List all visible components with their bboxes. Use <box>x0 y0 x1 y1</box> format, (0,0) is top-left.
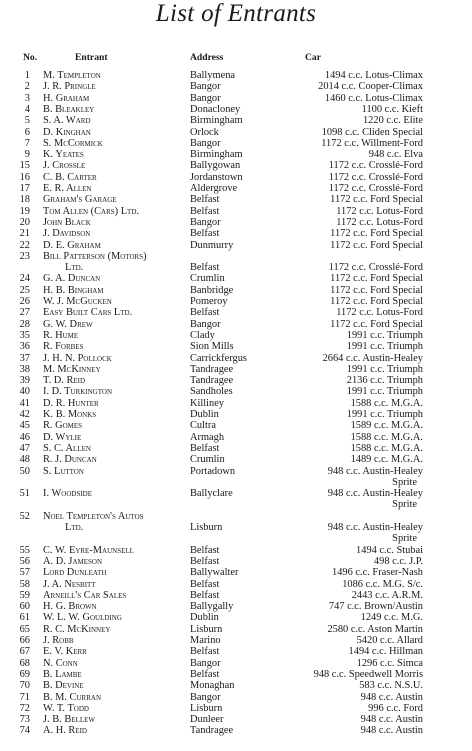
entry-number: 47 <box>19 442 30 454</box>
table-row <box>0 240 472 251</box>
table-row <box>0 206 472 217</box>
table-row <box>0 127 472 138</box>
address: Belfast <box>190 668 220 680</box>
address: Belfast <box>190 578 220 590</box>
car: 948 c.c. Austin <box>360 714 423 726</box>
address: Belfast <box>190 442 220 454</box>
car: 948 c.c. Speedwell Morris <box>313 668 423 680</box>
table-row <box>0 93 472 104</box>
table-row <box>0 375 472 386</box>
car: 583 c.c. N.S.U. <box>359 680 423 692</box>
entry-number: 41 <box>19 397 30 409</box>
car: 1172 c.c. Crosslé-Ford <box>328 160 423 172</box>
entrant-name: Tom Allen (Cars) Ltd. <box>43 205 139 217</box>
car: 1172 c.c. Ford Special <box>330 194 423 206</box>
entry-number: 57 <box>19 567 30 579</box>
table-row <box>0 443 472 454</box>
table-row <box>0 590 472 601</box>
entry-number: 69 <box>19 668 30 680</box>
car: 1172 c.c. Crosslé-Ford <box>328 171 423 183</box>
entry-number: 55 <box>19 544 30 556</box>
address: Carrickfergus <box>190 352 247 364</box>
car: 2443 c.c. A.R.M. <box>351 589 423 601</box>
entry-number: 35 <box>19 329 30 341</box>
car: 1086 c.c. M.G. S/c. <box>342 578 423 590</box>
car: 948 c.c. Austin-Healey <box>327 521 423 533</box>
table-row <box>0 398 472 409</box>
entry-number: 26 <box>19 296 30 307</box>
entry-number: 65 <box>19 623 30 635</box>
address: Monaghan <box>190 680 235 692</box>
entrant-name: J. Crossle <box>43 160 86 172</box>
entry-number: 72 <box>19 702 30 714</box>
address: Sion Mills <box>190 341 234 353</box>
address: Belfast <box>190 194 220 206</box>
entrant-name: B. M. Curran <box>43 691 101 703</box>
address: Bangor <box>190 216 221 228</box>
table-row <box>0 703 472 714</box>
address: Dunmurry <box>190 239 234 251</box>
entry-number: 1 <box>24 70 30 81</box>
entrant-name: H. B. Bingham <box>43 284 104 296</box>
table-row <box>0 725 472 736</box>
entry-number: 68 <box>19 657 30 669</box>
page-title: List of Entrants <box>155 0 317 27</box>
entry-number: 2 <box>24 81 30 93</box>
table-row <box>0 612 472 623</box>
entry-number: 7 <box>24 137 30 149</box>
car: 1489 c.c. M.G.A. <box>350 454 423 466</box>
car: 1494 c.c. Stubai <box>356 544 423 556</box>
entry-number: 51 <box>19 488 30 500</box>
entry-number: 36 <box>19 341 30 353</box>
table-row <box>0 510 472 545</box>
entry-number: 58 <box>19 578 30 590</box>
entrant-name: D. R. Hunter <box>43 397 99 409</box>
table-row <box>0 138 472 149</box>
car: 2136 c.c. Triumph <box>346 375 423 387</box>
entrant-name: Bill Patterson (Motors) <box>43 250 147 262</box>
entry-number: 15 <box>19 160 30 172</box>
entrant-name: R. C. McKinney <box>43 623 111 635</box>
entrant-name: C. B. Carter <box>43 171 97 183</box>
header-entrant: Entrant <box>75 52 108 63</box>
address: Tandragee <box>190 725 234 737</box>
entrant-name: C. W. Eyre-Maunsell <box>43 544 134 556</box>
car: 1991 c.c. Triumph <box>346 363 423 375</box>
table-row <box>0 669 472 680</box>
car-continued: Sprite <box>392 499 417 511</box>
header-car: Car <box>305 52 321 63</box>
address: Ballygowan <box>190 160 241 172</box>
entrant-name: R. Gomes <box>43 420 83 432</box>
table-row <box>0 307 472 318</box>
table-row <box>0 251 472 274</box>
table-row <box>0 420 472 431</box>
address: Belfast <box>190 205 220 217</box>
table-row <box>0 217 472 228</box>
address: Ballygally <box>190 601 234 613</box>
entrant-name: S. C. Allen <box>43 442 91 454</box>
car: 1589 c.c. M.G.A. <box>350 420 423 432</box>
address: Belfast <box>190 555 220 567</box>
table-row <box>0 160 472 171</box>
address: Belfast <box>190 646 220 658</box>
entrant-name: Easy Built Cars Ltd. <box>43 307 133 319</box>
car: 5420 c.c. Allard <box>356 635 423 646</box>
entrant-name: A. D. Jameson <box>43 555 103 567</box>
car: 948 c.c. Austin <box>360 691 423 703</box>
table-row <box>0 601 472 612</box>
entrant-name: M. McKinney <box>43 363 101 375</box>
entry-number: 6 <box>24 126 30 138</box>
car: 1172 c.c. Ford Special <box>330 273 423 285</box>
address: Jordanstown <box>190 171 243 183</box>
car: 1991 c.c. Triumph <box>346 386 423 398</box>
table-row <box>0 81 472 92</box>
table-row <box>0 714 472 725</box>
car: 1296 c.c. Simca <box>356 657 423 669</box>
entrant-name: R. Hume <box>43 329 79 341</box>
entrant-name: K. Yeates <box>43 149 84 161</box>
entry-number: 18 <box>19 194 30 206</box>
address: Belfast <box>190 228 220 240</box>
header-address: Address <box>190 52 224 63</box>
table-row <box>0 115 472 126</box>
entrant-name: S. Lutton <box>43 465 84 477</box>
entrant-name: W. J. McGucken <box>43 296 112 307</box>
table-row <box>0 341 472 352</box>
entrant-name: J. H. N. Pollock <box>43 352 112 364</box>
entrant-name: E. V. Kerr <box>43 646 87 658</box>
car: 498 c.c. J.P. <box>373 555 423 567</box>
entrant-name: R. J. Duncan <box>43 454 97 466</box>
entrant-name: J. Robb <box>43 635 74 646</box>
car: 1098 c.c. Cliden Special <box>321 126 423 138</box>
address: Portadown <box>190 465 236 477</box>
address: Armagh <box>190 431 225 443</box>
address: Sandholes <box>190 386 233 398</box>
car: 1991 c.c. Triumph <box>346 329 423 341</box>
entry-number: 45 <box>19 420 30 432</box>
entry-number: 21 <box>19 228 30 240</box>
entry-number: 19 <box>19 205 30 217</box>
entrant-name: H. Graham <box>43 92 90 104</box>
entrant-name: M. Templeton <box>43 70 101 81</box>
table-row <box>0 432 472 443</box>
car: 1172 c.c. Ford Special <box>330 239 423 251</box>
entry-number: 74 <box>19 725 30 737</box>
entrant-name: D. Kinghan <box>43 126 91 138</box>
address: Birmingham <box>190 115 243 127</box>
car: 1172 c.c. Lotus-Ford <box>336 205 423 217</box>
car: 1172 c.c. Crosslé-Ford <box>328 183 423 194</box>
entrant-name: B. Devine <box>43 680 84 692</box>
entry-number: 56 <box>19 555 30 567</box>
car: 1172 c.c. Ford Special <box>330 296 423 307</box>
entrant-name: Lord Dunleath <box>43 567 107 579</box>
entrant-name: S. McCormick <box>43 137 103 149</box>
entry-number: 40 <box>19 386 30 398</box>
address: Bangor <box>190 137 221 149</box>
address: Bangor <box>190 92 221 104</box>
car: 1991 c.c. Triumph <box>346 341 423 353</box>
entrant-name: I. Woodside <box>43 488 92 500</box>
entry-number: 22 <box>19 239 30 251</box>
table-row <box>0 194 472 205</box>
entry-number: 42 <box>19 409 30 420</box>
entry-number: 25 <box>19 284 30 296</box>
entry-number: 24 <box>19 273 30 285</box>
car: 1220 c.c. Elite <box>362 115 423 127</box>
entrant-name: I. D. Turkington <box>43 386 112 398</box>
car: 1460 c.c. Lotus-Climax <box>324 92 423 104</box>
table-row <box>0 183 472 194</box>
table-row <box>0 70 472 81</box>
entrant-name: John Black <box>43 216 91 228</box>
entry-number: 16 <box>19 171 30 183</box>
car: 1588 c.c. M.G.A. <box>350 431 423 443</box>
entry-number: 73 <box>19 714 30 726</box>
table-row <box>0 149 472 160</box>
car: 948 c.c. Austin-Healey <box>327 465 423 477</box>
car: 2664 c.c. Austin-Healey <box>322 352 423 364</box>
car: 1249 c.c. M.G. <box>360 612 423 624</box>
address: Killiney <box>190 397 225 409</box>
entry-number: 70 <box>19 680 30 692</box>
address: Lisburn <box>190 521 223 533</box>
table-row <box>0 386 472 397</box>
car: 1494 c.c. Hillman <box>348 646 423 658</box>
car: 2580 c.c. Aston Martin <box>327 623 423 635</box>
car: 996 c.c. Ford <box>368 702 423 714</box>
table-row <box>0 556 472 567</box>
car: 948 c.c. Elva <box>368 149 423 161</box>
entry-number: 50 <box>19 465 30 477</box>
entrant-name: T. D. Reid <box>43 375 86 387</box>
address: Dublin <box>190 409 219 420</box>
address: Orlock <box>190 126 219 138</box>
entrant-name: D. Wylie <box>43 431 82 443</box>
entrant-name: Graham's Garage <box>43 194 117 206</box>
entry-number: 48 <box>19 454 30 466</box>
entry-number: 3 <box>24 92 30 104</box>
address: Aldergrove <box>190 183 238 194</box>
table-row <box>0 635 472 646</box>
entrant-name-continued: Ltd. <box>65 521 84 533</box>
header-no: No. <box>23 52 38 63</box>
car: 1991 c.c. Triumph <box>346 409 423 420</box>
table-row <box>0 567 472 578</box>
entrant-name: R. Forbes <box>43 341 84 353</box>
entrant-name: J. B. Bellew <box>43 714 96 726</box>
table-row <box>0 658 472 669</box>
table-row <box>0 353 472 364</box>
address: Belfast <box>190 544 220 556</box>
address: Clady <box>190 329 215 341</box>
entry-number: 38 <box>19 363 30 375</box>
address: Birmingham <box>190 149 243 161</box>
address: Lisburn <box>190 623 223 635</box>
entry-number: 9 <box>24 149 30 161</box>
address: Lisburn <box>190 702 223 714</box>
car: 747 c.c. Brown/Austin <box>328 601 423 613</box>
address: Banbridge <box>190 284 234 296</box>
address: Dunleer <box>190 714 224 726</box>
car: 1494 c.c. Lotus-Climax <box>324 70 423 81</box>
entry-number: 52 <box>19 510 30 522</box>
entry-number: 39 <box>19 375 30 387</box>
entry-number: 46 <box>19 431 30 443</box>
table-row <box>0 409 472 420</box>
entry-number: 27 <box>19 307 30 319</box>
table-row <box>0 330 472 341</box>
entrant-name: W. L. W. Goulding <box>43 612 122 624</box>
entry-number: 23 <box>19 250 30 262</box>
address: Tandragee <box>190 363 234 375</box>
car: 1172 c.c. Ford Special <box>330 228 423 240</box>
car: 1172 c.c. Lotus-Ford <box>336 216 423 228</box>
entry-number: 17 <box>19 183 30 194</box>
car: 948 c.c. Austin <box>360 725 423 737</box>
table-row <box>0 104 472 115</box>
car: 948 c.c. Austin-Healey <box>327 488 423 500</box>
entrant-name: S. A. Ward <box>43 115 91 127</box>
address: Donacloney <box>190 103 241 115</box>
entry-number: 4 <box>24 103 30 115</box>
table-row <box>0 454 472 465</box>
address: Crumlin <box>190 454 225 466</box>
car: 1100 c.c. Kieft <box>361 103 423 115</box>
entrant-name: Noel Templeton's Autos <box>43 510 144 522</box>
car-continued: Sprite <box>392 476 417 488</box>
car: 1588 c.c. M.G.A. <box>350 397 423 409</box>
table-row <box>0 273 472 284</box>
table-row <box>0 285 472 296</box>
car: 2014 c.c. Cooper-Climax <box>318 81 423 93</box>
table-row <box>0 579 472 590</box>
entrant-name: N. Conn <box>43 657 78 669</box>
entry-number: 67 <box>19 646 30 658</box>
table-row <box>0 488 472 511</box>
entrant-name: E. R. Allen <box>43 183 92 194</box>
entry-number: 59 <box>19 589 30 601</box>
entrant-name: B. Bleakley <box>43 103 95 115</box>
address: Bangor <box>190 318 221 330</box>
entrant-name-continued: Ltd. <box>65 262 84 274</box>
entry-number: 60 <box>19 601 30 613</box>
table-row <box>0 172 472 183</box>
table-row <box>0 364 472 375</box>
address: Cultra <box>190 420 216 432</box>
address: Bangor <box>190 657 221 669</box>
entrant-name: K. B. Monks <box>43 409 97 420</box>
table-row <box>0 319 472 330</box>
table-row <box>0 692 472 703</box>
entrant-name: W. T. Todd <box>43 702 89 714</box>
entrant-name: J. R. Pringle <box>43 81 96 93</box>
car: 1496 c.c. Fraser-Nash <box>332 567 423 579</box>
address: Ballywalter <box>190 567 239 579</box>
table-row <box>0 228 472 239</box>
table-row <box>0 680 472 691</box>
address: Marino <box>190 635 221 646</box>
entry-number: 61 <box>19 612 30 624</box>
address: Ballyclare <box>190 488 233 500</box>
entry-number: 37 <box>19 352 30 364</box>
address: Tandragee <box>190 375 234 387</box>
table-row <box>0 466 472 489</box>
entry-number: 5 <box>24 115 30 127</box>
entrant-name: B. Lambe <box>43 668 82 680</box>
entrant-name: D. E. Graham <box>43 239 101 251</box>
address: Crumlin <box>190 273 225 285</box>
address: Pomeroy <box>190 296 228 307</box>
address: Dublin <box>190 612 219 624</box>
car: 1588 c.c. M.G.A. <box>350 442 423 454</box>
entry-number: 66 <box>19 635 30 646</box>
entry-number: 20 <box>19 216 30 228</box>
car: 1172 c.c. Lotus-Ford <box>336 307 423 319</box>
entrant-name: Arneill's Car Sales <box>43 589 127 601</box>
entrant-name: A. H. Reid <box>43 725 87 737</box>
entry-number: 28 <box>19 318 30 330</box>
address: Belfast <box>190 589 220 601</box>
car: 1172 c.c. Ford Special <box>330 284 423 296</box>
entry-number: 71 <box>19 691 30 703</box>
car: 1172 c.c. Crosslé-Ford <box>328 262 423 274</box>
address: Belfast <box>190 307 220 319</box>
entrant-name: H. G. Brown <box>43 601 97 613</box>
entrant-name: G. A. Duncan <box>43 273 101 285</box>
address: Bangor <box>190 81 221 93</box>
address: Belfast <box>190 262 220 274</box>
table-row <box>0 646 472 657</box>
car: 1172 c.c. Willment-Ford <box>321 137 423 149</box>
table-row <box>0 545 472 556</box>
car: 1172 c.c. Ford Special <box>330 318 423 330</box>
entrant-name: G. W. Drew <box>43 318 93 330</box>
table-row <box>0 624 472 635</box>
address: Bangor <box>190 691 221 703</box>
table-row <box>0 296 472 307</box>
entrant-name: J. Davidson <box>43 228 91 240</box>
entrant-name: J. A. Nesbitt <box>43 578 96 590</box>
address: Ballymena <box>190 70 236 81</box>
car-continued: Sprite <box>392 533 417 545</box>
